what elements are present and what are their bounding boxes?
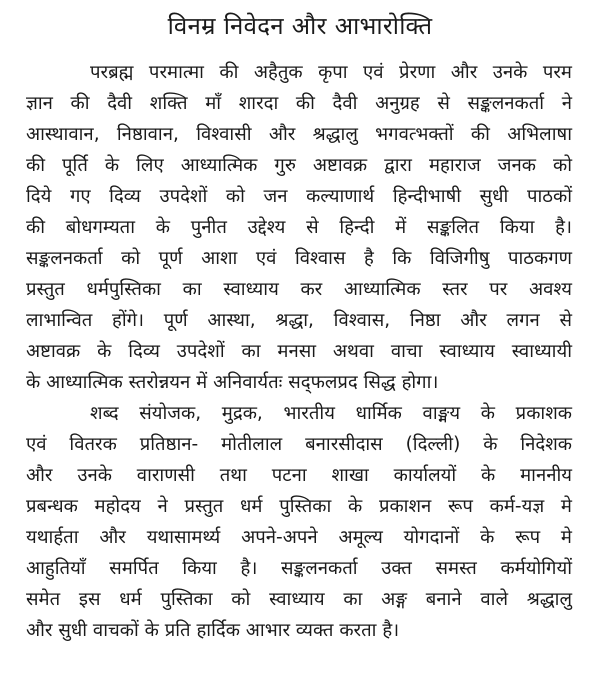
text-line: शब्द संयोजक, मुद्रक, भारतीय धार्मिक वाङ्मय के प्रकाशक: [90, 403, 572, 424]
text-line: के आध्यात्मिक स्तरोन्नयन में अनिवार्यतः सद्फलप्रद सिद्ध होगा।: [26, 372, 439, 393]
text-line: सङ्कलनकर्ता को पूर्ण आशा एवं विश्वास है कि विजिगीषु पाठकगण: [26, 248, 572, 269]
text-line: प्रस्तुत धर्मपुस्तिका का स्वाध्याय कर आध्यात्मिक स्तर पर अवश्य: [26, 279, 572, 300]
text-line: समेत इस धर्म पुस्तिका को स्वाध्याय का अङ्ग बनाने वाले श्रद्धालु: [26, 589, 572, 610]
text-line: परब्रह्म परमात्मा की अहैतुक कृपा एवं प्रेरणा और उनके परम: [90, 62, 572, 83]
text-line: प्रबन्धक महोदय ने प्रस्तुत धर्म पुस्तिका के प्रकाशन रूप कर्म-यज्ञ मे: [26, 496, 572, 517]
text-line: की बोधगम्यता के पुनीत उद्देश्य से हिन्दी में सङ्कलित किया है।: [26, 217, 572, 238]
text-line: दिये गए दिव्य उपदेशों को जन कल्याणार्थ हिन्दीभाषी सुधी पाठकों: [26, 186, 572, 207]
text-line: यथार्हता और यथासामर्थ्य अपने-अपने अमूल्य योगदानों के रूप मे: [26, 527, 572, 548]
text-line: और उनके वाराणसी तथा पटना शाखा कार्यालयों के माननीय: [26, 465, 572, 486]
text-line: आहुतियाँ समर्पित किया है। सङ्कलनकर्ता उक्त समस्त कर्मयोगियों: [26, 558, 572, 579]
text-line: एवं वितरक प्रतिष्ठान- मोतीलाल बनारसीदास (दिल्ली) के निदेशक: [26, 434, 572, 455]
text-line: ज्ञान की दैवी शक्ति माँ शारदा की दैवी अनुग्रह से सङ्कलनकर्ता ने: [26, 93, 572, 114]
text-line: लाभान्वित होंगे। पूर्ण आस्था, श्रद्धा, विश्वास, निष्ठा और लगन से: [26, 310, 572, 331]
text-line: आस्थावान, निष्ठावान, विश्वासी और श्रद्धालु भगवत्भक्तों की अभिलाषा: [26, 124, 572, 145]
page-title: विनम्र निवेदन और आभारोक्ति: [167, 12, 433, 40]
text-line: अष्टावक्र के दिव्य उपदेशों का मनसा अथवा वाचा स्वाध्याय स्वाध्यायी: [26, 341, 572, 362]
text-line: और सुधी वाचकों के प्रति हार्दिक आभार व्यक्त करता है।: [26, 620, 400, 641]
text-line: की पूर्ति के लिए आध्यात्मिक गुरु अष्टावक्र द्वारा महाराज जनक को: [26, 155, 572, 176]
